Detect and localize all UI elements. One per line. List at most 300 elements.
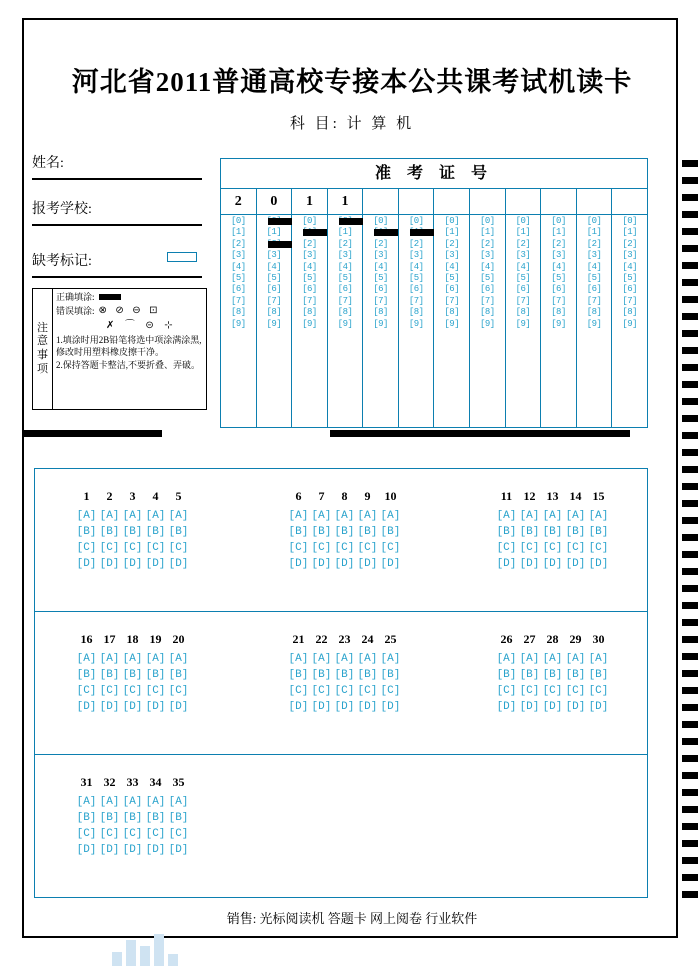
exam-number-bubble[interactable]: [4] bbox=[622, 261, 637, 272]
answer-bubble[interactable]: [C] bbox=[334, 685, 355, 697]
answer-bubble[interactable]: [A] bbox=[145, 796, 166, 808]
answer-bubble[interactable]: [A] bbox=[334, 653, 355, 665]
exam-number-bubble[interactable]: [0] bbox=[586, 216, 602, 226]
timing-mark bbox=[682, 347, 698, 354]
answer-bubble[interactable]: [A] bbox=[519, 653, 540, 665]
exam-number-column[interactable] bbox=[257, 189, 293, 428]
answer-bubble[interactable]: [D] bbox=[565, 558, 586, 570]
exam-number-column[interactable] bbox=[541, 189, 577, 428]
answer-bubble[interactable]: [B] bbox=[99, 526, 120, 538]
answer-bubble[interactable]: [D] bbox=[145, 701, 166, 713]
exam-number-bubble-column[interactable] bbox=[444, 215, 459, 330]
answer-bubble[interactable]: [B] bbox=[334, 669, 355, 681]
answer-bubble[interactable]: [D] bbox=[122, 701, 143, 713]
timing-mark bbox=[682, 789, 698, 796]
answer-bubble[interactable]: [C] bbox=[76, 542, 97, 554]
exam-number-bubble-column[interactable] bbox=[516, 215, 531, 330]
exam-number-bubble[interactable]: [9] bbox=[266, 318, 282, 329]
exam-number-bubble[interactable]: [8] bbox=[337, 307, 353, 318]
answer-bubble[interactable]: [C] bbox=[145, 542, 166, 554]
answer-bubble[interactable]: [A] bbox=[588, 653, 609, 665]
exam-number-bubble[interactable]: [4] bbox=[551, 261, 566, 272]
answer-bubble[interactable]: [B] bbox=[168, 812, 189, 824]
exam-number-bubble[interactable]: [9] bbox=[337, 318, 353, 329]
answer-bubble[interactable]: [C] bbox=[122, 685, 143, 697]
school-field[interactable] bbox=[32, 198, 202, 218]
exam-number-column[interactable] bbox=[506, 189, 542, 428]
exam-number-bubble[interactable]: [8] bbox=[622, 307, 637, 318]
answer-bubble[interactable]: [B] bbox=[380, 669, 401, 681]
exam-number-bubble[interactable]: [1] bbox=[479, 227, 495, 238]
answer-bubble[interactable]: [A] bbox=[76, 510, 97, 522]
exam-number-bubble[interactable]: [1] bbox=[337, 227, 353, 238]
exam-number-bubble[interactable]: [1] bbox=[230, 227, 246, 238]
exam-number-bubble[interactable]: [9] bbox=[230, 318, 246, 329]
exam-number-bubble[interactable]: [8] bbox=[586, 307, 602, 318]
answer-bubble[interactable]: [D] bbox=[288, 558, 309, 570]
exam-number-bubble[interactable] bbox=[338, 216, 353, 227]
exam-number-bubble[interactable]: [6] bbox=[302, 284, 317, 295]
exam-number-bubble[interactable] bbox=[267, 216, 282, 227]
exam-number-column[interactable] bbox=[292, 189, 328, 428]
question-number: 4 bbox=[152, 489, 159, 503]
answer-bubble[interactable]: [D] bbox=[168, 701, 189, 713]
exam-number-column[interactable] bbox=[434, 189, 470, 428]
answer-bubble[interactable]: [D] bbox=[496, 701, 517, 713]
exam-number-bubble[interactable]: [8] bbox=[479, 307, 495, 318]
exam-number-bubble[interactable]: [2] bbox=[551, 238, 566, 249]
answer-bubble[interactable]: [A] bbox=[168, 796, 189, 808]
answer-bubble[interactable]: [D] bbox=[311, 558, 332, 570]
answer-bubble[interactable]: [B] bbox=[496, 669, 517, 681]
exam-number-bubble[interactable]: [8] bbox=[373, 307, 388, 318]
exam-number-bubble[interactable]: [7] bbox=[551, 295, 566, 306]
exam-number-bubble[interactable]: [5] bbox=[479, 273, 495, 284]
exam-number-bubble[interactable]: [8] bbox=[266, 307, 282, 318]
answer-bubble[interactable]: [D] bbox=[168, 844, 189, 856]
answer-bubble[interactable]: [C] bbox=[311, 542, 332, 554]
name-field[interactable] bbox=[32, 152, 202, 172]
exam-number-column[interactable] bbox=[328, 189, 364, 428]
answer-bubble[interactable]: [C] bbox=[122, 542, 143, 554]
exam-number-bubble-column[interactable] bbox=[587, 215, 602, 330]
exam-number-bubble[interactable]: [6] bbox=[230, 284, 246, 295]
answer-bubble[interactable]: [D] bbox=[357, 701, 378, 713]
exam-number-bubble[interactable]: [4] bbox=[373, 261, 388, 272]
answer-bubble[interactable]: [A] bbox=[380, 653, 401, 665]
answer-bubble[interactable]: [D] bbox=[357, 558, 378, 570]
answer-bubble[interactable]: [C] bbox=[588, 685, 609, 697]
exam-number-bubble[interactable]: [6] bbox=[408, 284, 424, 295]
exam-number-bubble-column[interactable] bbox=[551, 215, 566, 330]
exam-number-bubble-column[interactable] bbox=[480, 215, 495, 330]
answer-bubble[interactable]: [D] bbox=[380, 701, 401, 713]
exam-number-bubble[interactable]: [7] bbox=[337, 295, 353, 306]
answer-bubble[interactable]: [B] bbox=[168, 669, 189, 681]
exam-number-bubble[interactable]: [2] bbox=[302, 238, 317, 249]
answer-bubble[interactable]: [C] bbox=[145, 828, 166, 840]
answer-bubble[interactable]: [B] bbox=[288, 669, 309, 681]
exam-number-bubble[interactable]: [1] bbox=[586, 227, 602, 238]
exam-number-bubble[interactable]: [6] bbox=[373, 284, 388, 295]
exam-number-column[interactable] bbox=[363, 189, 399, 428]
exam-number-column[interactable] bbox=[470, 189, 506, 428]
answer-bubble[interactable]: [B] bbox=[357, 669, 378, 681]
exam-number-bubble[interactable]: [6] bbox=[266, 284, 282, 295]
answer-bubble[interactable]: [D] bbox=[145, 844, 166, 856]
exam-number-bubble[interactable] bbox=[373, 227, 388, 238]
answer-bubble[interactable]: [B] bbox=[519, 526, 540, 538]
exam-number-bubble[interactable]: [0] bbox=[230, 216, 246, 226]
exam-number-bubble[interactable]: [7] bbox=[373, 295, 388, 306]
answer-bubble[interactable]: [D] bbox=[519, 558, 540, 570]
answer-bubble[interactable]: [B] bbox=[288, 526, 309, 538]
answer-bubble[interactable]: [D] bbox=[168, 558, 189, 570]
answer-bubble[interactable]: [C] bbox=[380, 542, 401, 554]
answer-bubble[interactable]: [A] bbox=[542, 653, 563, 665]
answer-bubble[interactable]: [C] bbox=[311, 685, 332, 697]
answer-bubble[interactable]: [D] bbox=[76, 558, 97, 570]
answer-bubble[interactable]: [C] bbox=[288, 542, 309, 554]
answer-bubble[interactable]: [A] bbox=[168, 653, 189, 665]
answer-bubble[interactable]: [B] bbox=[334, 526, 355, 538]
answer-bubble[interactable]: [D] bbox=[122, 558, 143, 570]
answer-bubble[interactable]: [B] bbox=[122, 669, 143, 681]
exam-number-bubble[interactable]: [2] bbox=[479, 238, 495, 249]
exam-number-bubble[interactable]: [5] bbox=[622, 273, 637, 284]
exam-number-bubble[interactable]: [9] bbox=[408, 318, 424, 329]
exam-number-bubble[interactable]: [9] bbox=[444, 318, 460, 329]
answer-bubble[interactable]: [A] bbox=[288, 510, 309, 522]
exam-number-bubble[interactable]: [3] bbox=[586, 250, 602, 261]
exam-number-bubble[interactable]: [2] bbox=[230, 238, 246, 249]
exam-number-bubble[interactable]: [1] bbox=[551, 227, 566, 238]
exam-number-bubble[interactable]: [3] bbox=[622, 250, 637, 261]
answer-bubble[interactable]: [A] bbox=[76, 796, 97, 808]
answer-bubble[interactable]: [B] bbox=[145, 812, 166, 824]
exam-number-bubble-column[interactable] bbox=[338, 215, 353, 330]
answer-option-row bbox=[75, 826, 240, 842]
exam-number-bubble[interactable]: [2] bbox=[408, 238, 424, 249]
answer-bubble[interactable]: [D] bbox=[99, 558, 120, 570]
exam-number-bubble[interactable]: [2] bbox=[337, 238, 353, 249]
exam-number-bubble[interactable]: [7] bbox=[230, 295, 246, 306]
answer-bubble[interactable]: [B] bbox=[542, 526, 563, 538]
answer-bubble[interactable]: [A] bbox=[311, 510, 332, 522]
exam-number-bubble[interactable]: [3] bbox=[373, 250, 388, 261]
answer-bubble[interactable]: [C] bbox=[357, 542, 378, 554]
exam-number-bubble[interactable]: [6] bbox=[586, 284, 602, 295]
exam-number-bubble[interactable]: [6] bbox=[622, 284, 637, 295]
exam-number-bubble[interactable] bbox=[267, 239, 282, 250]
answer-bubble[interactable]: [A] bbox=[99, 653, 120, 665]
answer-bubble[interactable]: [D] bbox=[76, 844, 97, 856]
answer-bubble[interactable]: [C] bbox=[496, 542, 517, 554]
answer-bubble[interactable]: [C] bbox=[122, 828, 143, 840]
exam-number-bubble[interactable]: [4] bbox=[266, 261, 282, 272]
answer-bubble[interactable]: [B] bbox=[99, 669, 120, 681]
exam-number-bubble[interactable]: [2] bbox=[444, 238, 460, 249]
answer-bubble[interactable]: [A] bbox=[99, 510, 120, 522]
answer-bubble[interactable]: [C] bbox=[168, 685, 189, 697]
answer-bubble[interactable]: [C] bbox=[99, 685, 120, 697]
exam-number-bubble[interactable]: [6] bbox=[444, 284, 460, 295]
exam-number-column[interactable] bbox=[221, 189, 257, 428]
exam-number-bubble[interactable]: [5] bbox=[444, 273, 460, 284]
answer-bubble[interactable]: [C] bbox=[76, 828, 97, 840]
answer-bubble[interactable]: [B] bbox=[496, 526, 517, 538]
answer-bubble[interactable]: [A] bbox=[496, 653, 517, 665]
exam-number-column[interactable] bbox=[399, 189, 435, 428]
exam-number-bubble[interactable]: [9] bbox=[551, 318, 566, 329]
answer-bubble[interactable]: [D] bbox=[496, 558, 517, 570]
answer-bubble[interactable]: [A] bbox=[542, 510, 563, 522]
exam-number-bubble-column[interactable] bbox=[409, 215, 424, 330]
exam-number-bubble[interactable]: [9] bbox=[373, 318, 388, 329]
exam-number-bubble[interactable]: [5] bbox=[266, 273, 282, 284]
answer-bubble[interactable]: [B] bbox=[588, 669, 609, 681]
exam-number-bubble[interactable]: [8] bbox=[302, 307, 317, 318]
absent-mark-field[interactable] bbox=[32, 250, 212, 270]
answer-option-row bbox=[75, 556, 239, 572]
answer-bubble[interactable]: [A] bbox=[565, 653, 586, 665]
exam-number-bubble[interactable]: [4] bbox=[515, 261, 531, 272]
answer-bubble[interactable]: [C] bbox=[99, 828, 120, 840]
exam-number-bubble[interactable]: [7] bbox=[266, 295, 282, 306]
exam-number-bubble[interactable]: [5] bbox=[515, 273, 531, 284]
answer-bubble[interactable]: [A] bbox=[357, 653, 378, 665]
absent-bubble[interactable] bbox=[167, 252, 197, 262]
exam-number-bubble[interactable]: [5] bbox=[551, 273, 566, 284]
exam-number-bubble[interactable]: [0] bbox=[622, 216, 637, 226]
answer-bubble[interactable]: [C] bbox=[168, 828, 189, 840]
exam-number-bubble[interactable] bbox=[409, 227, 424, 238]
answer-bubble[interactable]: [B] bbox=[99, 812, 120, 824]
exam-number-bubble-column[interactable] bbox=[231, 215, 246, 330]
answer-bubble[interactable]: [A] bbox=[565, 510, 586, 522]
exam-number-bubble[interactable]: [3] bbox=[266, 250, 282, 261]
answer-bubble[interactable]: [D] bbox=[311, 701, 332, 713]
exam-number-bubble[interactable]: [0] bbox=[302, 216, 317, 226]
exam-number-bubble[interactable]: [1] bbox=[444, 227, 460, 238]
answer-bubble[interactable]: [A] bbox=[99, 796, 120, 808]
answer-bubble[interactable]: [C] bbox=[542, 542, 563, 554]
answer-bubble[interactable]: [A] bbox=[357, 510, 378, 522]
answer-bubble[interactable]: [C] bbox=[565, 542, 586, 554]
exam-number-bubble[interactable]: [2] bbox=[622, 238, 637, 249]
exam-number-column[interactable] bbox=[612, 189, 647, 428]
answer-bubble[interactable]: [D] bbox=[519, 701, 540, 713]
exam-number-bubble[interactable]: [3] bbox=[337, 250, 353, 261]
exam-number-bubble[interactable]: [4] bbox=[586, 261, 602, 272]
exam-number-bubble[interactable]: [8] bbox=[551, 307, 566, 318]
answer-bubble[interactable]: [A] bbox=[168, 510, 189, 522]
answer-bubble[interactable]: [B] bbox=[122, 526, 143, 538]
answer-bubble[interactable]: [B] bbox=[565, 526, 586, 538]
question-number: 24 bbox=[361, 632, 374, 646]
answer-bubble[interactable]: [A] bbox=[122, 653, 143, 665]
exam-number-bubble[interactable]: [7] bbox=[302, 295, 317, 306]
answer-bubble[interactable]: [D] bbox=[565, 701, 586, 713]
answer-option-row bbox=[75, 540, 239, 556]
answer-bubble[interactable]: [C] bbox=[588, 542, 609, 554]
exam-number-bubble[interactable]: [4] bbox=[302, 261, 317, 272]
answer-bubble[interactable]: [A] bbox=[145, 510, 166, 522]
exam-number-bubble[interactable]: [3] bbox=[444, 250, 460, 261]
exam-number-bubble[interactable]: [2] bbox=[515, 238, 531, 249]
exam-number-bubble[interactable]: [5] bbox=[408, 273, 424, 284]
exam-number-bubble[interactable]: [6] bbox=[479, 284, 495, 295]
answer-bubble[interactable]: [C] bbox=[334, 542, 355, 554]
exam-number-bubble[interactable]: [0] bbox=[551, 216, 566, 226]
exam-number-bubble[interactable]: [4] bbox=[479, 261, 495, 272]
answer-bubble[interactable]: [B] bbox=[76, 812, 97, 824]
exam-number-bubble[interactable]: [8] bbox=[515, 307, 531, 318]
exam-number-bubble[interactable]: [5] bbox=[302, 273, 317, 284]
answer-bubble[interactable]: [A] bbox=[334, 510, 355, 522]
answer-bubble[interactable]: [B] bbox=[542, 669, 563, 681]
answer-bubble[interactable]: [D] bbox=[99, 701, 120, 713]
exam-number-bubble[interactable]: [9] bbox=[479, 318, 495, 329]
exam-number-bubble[interactable]: [2] bbox=[373, 238, 388, 249]
answer-bubble[interactable]: [B] bbox=[168, 526, 189, 538]
answer-bubble[interactable]: [D] bbox=[76, 701, 97, 713]
exam-number-bubble[interactable]: [1] bbox=[622, 227, 637, 238]
answer-bubble[interactable]: [B] bbox=[145, 669, 166, 681]
exam-number-bubble[interactable]: [1] bbox=[515, 227, 531, 238]
exam-number-bubble[interactable]: [3] bbox=[479, 250, 495, 261]
exam-number-bubble[interactable]: [3] bbox=[408, 250, 424, 261]
exam-number-bubble[interactable]: [7] bbox=[444, 295, 460, 306]
answer-bubble[interactable]: [B] bbox=[519, 669, 540, 681]
exam-number-bubble[interactable]: [9] bbox=[302, 318, 317, 329]
exam-number-bubble[interactable]: [2] bbox=[586, 238, 602, 249]
exam-number-prefilled-digit bbox=[434, 189, 469, 215]
answer-bubble[interactable]: [C] bbox=[496, 685, 517, 697]
exam-number-bubble[interactable]: [9] bbox=[515, 318, 531, 329]
answer-bubble[interactable]: [A] bbox=[588, 510, 609, 522]
answer-bubble[interactable]: [A] bbox=[519, 510, 540, 522]
answer-bubble[interactable]: [B] bbox=[76, 526, 97, 538]
answer-bubble[interactable]: [A] bbox=[380, 510, 401, 522]
answer-bubble[interactable]: [A] bbox=[122, 510, 143, 522]
exam-number-bubble[interactable]: [8] bbox=[230, 307, 246, 318]
exam-number-bubble[interactable]: [1] bbox=[266, 227, 282, 238]
exam-number-bubble-column[interactable] bbox=[622, 215, 637, 330]
answer-bubble[interactable]: [D] bbox=[334, 558, 355, 570]
exam-number-column[interactable] bbox=[577, 189, 613, 428]
answer-bubble[interactable]: [C] bbox=[288, 685, 309, 697]
answer-bubble[interactable]: [B] bbox=[122, 812, 143, 824]
answer-bubble[interactable]: [B] bbox=[380, 526, 401, 538]
exam-number-bubble[interactable]: [0] bbox=[479, 216, 495, 226]
exam-number-bubble[interactable]: [5] bbox=[230, 273, 246, 284]
answer-group bbox=[239, 632, 443, 754]
answer-bubble[interactable]: [C] bbox=[145, 685, 166, 697]
answer-bubble[interactable]: [C] bbox=[168, 542, 189, 554]
exam-number-bubble[interactable]: [3] bbox=[302, 250, 317, 261]
answer-bubble[interactable]: [D] bbox=[542, 701, 563, 713]
answer-bubble[interactable]: [C] bbox=[357, 685, 378, 697]
exam-number-bubble[interactable]: [8] bbox=[408, 307, 424, 318]
answer-bubble[interactable]: [B] bbox=[565, 669, 586, 681]
answer-bubble[interactable]: [C] bbox=[519, 685, 540, 697]
exam-number-bubble[interactable]: [3] bbox=[515, 250, 531, 261]
answer-group bbox=[35, 489, 239, 611]
answer-bubble[interactable]: [A] bbox=[496, 510, 517, 522]
exam-number-bubble[interactable]: [3] bbox=[551, 250, 566, 261]
exam-number-bubble[interactable]: [9] bbox=[586, 318, 602, 329]
exam-number-bubble-column[interactable] bbox=[302, 215, 317, 330]
answer-bubble[interactable]: [A] bbox=[288, 653, 309, 665]
exam-number-bubble[interactable]: [0] bbox=[408, 216, 424, 226]
answer-bubble[interactable]: [A] bbox=[76, 653, 97, 665]
answer-bubble[interactable]: [B] bbox=[357, 526, 378, 538]
answer-bubble[interactable]: [A] bbox=[311, 653, 332, 665]
exam-number-bubble[interactable]: [3] bbox=[230, 250, 246, 261]
answer-bubble[interactable]: [D] bbox=[145, 558, 166, 570]
answer-bubble[interactable]: [B] bbox=[311, 526, 332, 538]
answer-bubble[interactable]: [C] bbox=[519, 542, 540, 554]
watermark-logo bbox=[112, 932, 182, 966]
exam-number-bubble[interactable]: [7] bbox=[622, 295, 637, 306]
answer-bubble[interactable]: [D] bbox=[288, 701, 309, 713]
exam-number-bubble[interactable]: [0] bbox=[515, 216, 531, 226]
exam-number-bubble[interactable]: [4] bbox=[337, 261, 353, 272]
answer-bubble[interactable]: [C] bbox=[380, 685, 401, 697]
exam-number-bubble[interactable]: [4] bbox=[408, 261, 424, 272]
answer-bubble[interactable]: [B] bbox=[145, 526, 166, 538]
answer-bubble[interactable]: [D] bbox=[542, 558, 563, 570]
answer-bubble[interactable]: [D] bbox=[588, 701, 609, 713]
answer-bubble[interactable]: [D] bbox=[122, 844, 143, 856]
exam-number-bubble[interactable]: [0] bbox=[373, 216, 388, 226]
answer-bubble[interactable]: [D] bbox=[334, 701, 355, 713]
exam-number-bubble[interactable] bbox=[302, 227, 317, 238]
exam-number-bubble[interactable]: [7] bbox=[515, 295, 531, 306]
answer-bubble[interactable]: [B] bbox=[311, 669, 332, 681]
answer-bubble[interactable]: [D] bbox=[380, 558, 401, 570]
exam-number-bubble[interactable]: [6] bbox=[551, 284, 566, 295]
answer-bubble[interactable]: [C] bbox=[99, 542, 120, 554]
exam-number-bubble[interactable]: [7] bbox=[408, 295, 424, 306]
answer-bubble[interactable]: [A] bbox=[122, 796, 143, 808]
answer-bubble[interactable]: [C] bbox=[76, 685, 97, 697]
exam-number-bubble[interactable]: [7] bbox=[586, 295, 602, 306]
exam-number-bubble[interactable]: [5] bbox=[586, 273, 602, 284]
answer-bubble[interactable]: [C] bbox=[542, 685, 563, 697]
answer-bubble[interactable]: [C] bbox=[565, 685, 586, 697]
exam-number-bubble[interactable]: [6] bbox=[337, 284, 353, 295]
exam-number-bubble-column[interactable] bbox=[373, 215, 388, 330]
exam-number-bubble[interactable]: [4] bbox=[444, 261, 460, 272]
exam-number-bubble[interactable]: [5] bbox=[373, 273, 388, 284]
exam-number-bubble-column[interactable] bbox=[267, 215, 282, 330]
answer-bubble[interactable]: [B] bbox=[76, 669, 97, 681]
answer-bubble[interactable]: [B] bbox=[588, 526, 609, 538]
exam-number-bubble[interactable]: [9] bbox=[622, 318, 637, 329]
exam-number-bubble[interactable]: [8] bbox=[444, 307, 460, 318]
answer-bubble[interactable]: [D] bbox=[99, 844, 120, 856]
exam-number-bubble[interactable]: [4] bbox=[230, 261, 246, 272]
exam-number-bubble[interactable]: [0] bbox=[444, 216, 460, 226]
answer-bubble[interactable]: [A] bbox=[145, 653, 166, 665]
timing-mark bbox=[682, 398, 698, 405]
exam-number-bubble[interactable]: [5] bbox=[337, 273, 353, 284]
exam-number-bubble[interactable]: [7] bbox=[479, 295, 495, 306]
answer-bubble[interactable]: [D] bbox=[588, 558, 609, 570]
exam-number-bubble[interactable]: [6] bbox=[515, 284, 531, 295]
